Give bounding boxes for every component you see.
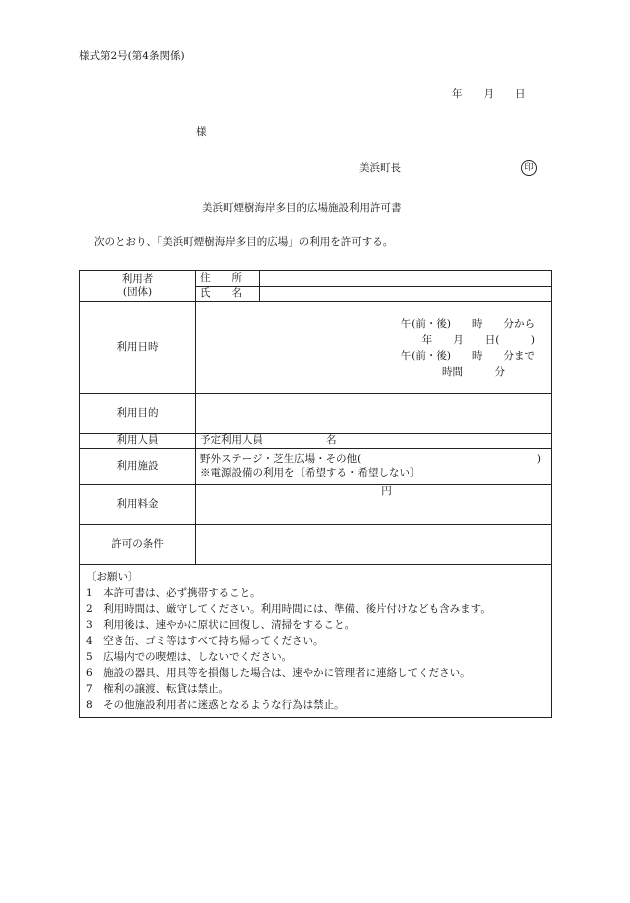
datetime-from: 午(前・後) 時 分から xyxy=(400,317,535,330)
addressee-suffix: 様 xyxy=(196,126,207,138)
note-item: 3 利用後は、速やかに原状に回復し、清掃をすること。 xyxy=(86,619,356,631)
address-label: 住 所 xyxy=(196,271,260,287)
address-field[interactable] xyxy=(260,271,552,287)
name-field[interactable] xyxy=(260,287,552,302)
seal-text: 印 xyxy=(521,160,537,176)
note-item: 6 施設の器具、用具等を損傷した場合は、速やかに管理者に連絡してください。 xyxy=(86,667,471,679)
datetime-date: 年 月 日( ) xyxy=(421,333,535,346)
purpose-field[interactable] xyxy=(196,394,552,434)
people-field[interactable]: 予定利用人員 名 xyxy=(196,434,552,449)
user-label: 利用者 xyxy=(121,272,154,285)
note-item: 4 空き缶、ゴミ等はすべて持ち帰ってください。 xyxy=(86,635,324,647)
datetime-label: 利用日時 xyxy=(80,302,196,394)
date-line: 年 月 日 xyxy=(452,88,526,100)
datetime-duration: 時間 分 xyxy=(442,365,505,378)
user-label-cell xyxy=(80,271,196,302)
people-label: 利用人員 xyxy=(80,434,196,449)
notes-heading: 〔お願い〕 xyxy=(86,571,139,583)
note-item: 2 利用時間は、厳守してください。利用時間には、準備、後片付けなども含みます。 xyxy=(86,603,491,615)
fee-unit: 円 xyxy=(381,485,392,497)
fee-label: 利用料金 xyxy=(80,485,196,525)
note-item: 1 本許可書は、必ず携帯すること。 xyxy=(86,587,261,599)
purpose-label: 利用目的 xyxy=(80,394,196,434)
facility-options-close: ) xyxy=(536,453,541,466)
note-item: 7 権利の譲渡、転貸は禁止。 xyxy=(86,683,230,695)
conditions-label: 許可の条件 xyxy=(80,525,196,565)
conditions-field[interactable] xyxy=(196,525,552,565)
facility-label: 利用施設 xyxy=(80,449,196,485)
facility-options: 野外ステージ・芝生広場・その他( xyxy=(200,453,362,466)
document-title: 美浜町煙樹海岸多目的広場施設利用許可書 xyxy=(202,202,402,214)
intro-text: 次のとおり、「美浜町煙樹海岸多目的広場」の利用を許可する。 xyxy=(94,236,394,248)
permit-form-table xyxy=(79,270,552,718)
fee-field[interactable] xyxy=(196,485,552,525)
notes-cell xyxy=(80,565,552,718)
form-number: 様式第2号(第4条関係) xyxy=(79,50,185,62)
datetime-until: 午(前・後) 時 分まで xyxy=(400,349,535,362)
power-request: ※電源設備の利用を〔希望する・希望しない〕 xyxy=(200,466,421,479)
datetime-field[interactable] xyxy=(196,302,552,394)
note-item: 8 その他施設利用者に迷惑となるような行為は禁止。 xyxy=(86,699,345,711)
seal-mark xyxy=(521,160,537,176)
note-item: 5 広場内での喫煙は、しないでください。 xyxy=(86,651,293,663)
issuer-name: 美浜町長 xyxy=(359,162,401,174)
facility-field[interactable] xyxy=(196,449,552,485)
name-label: 氏 名 xyxy=(196,287,260,302)
group-label: (団体) xyxy=(122,286,153,298)
